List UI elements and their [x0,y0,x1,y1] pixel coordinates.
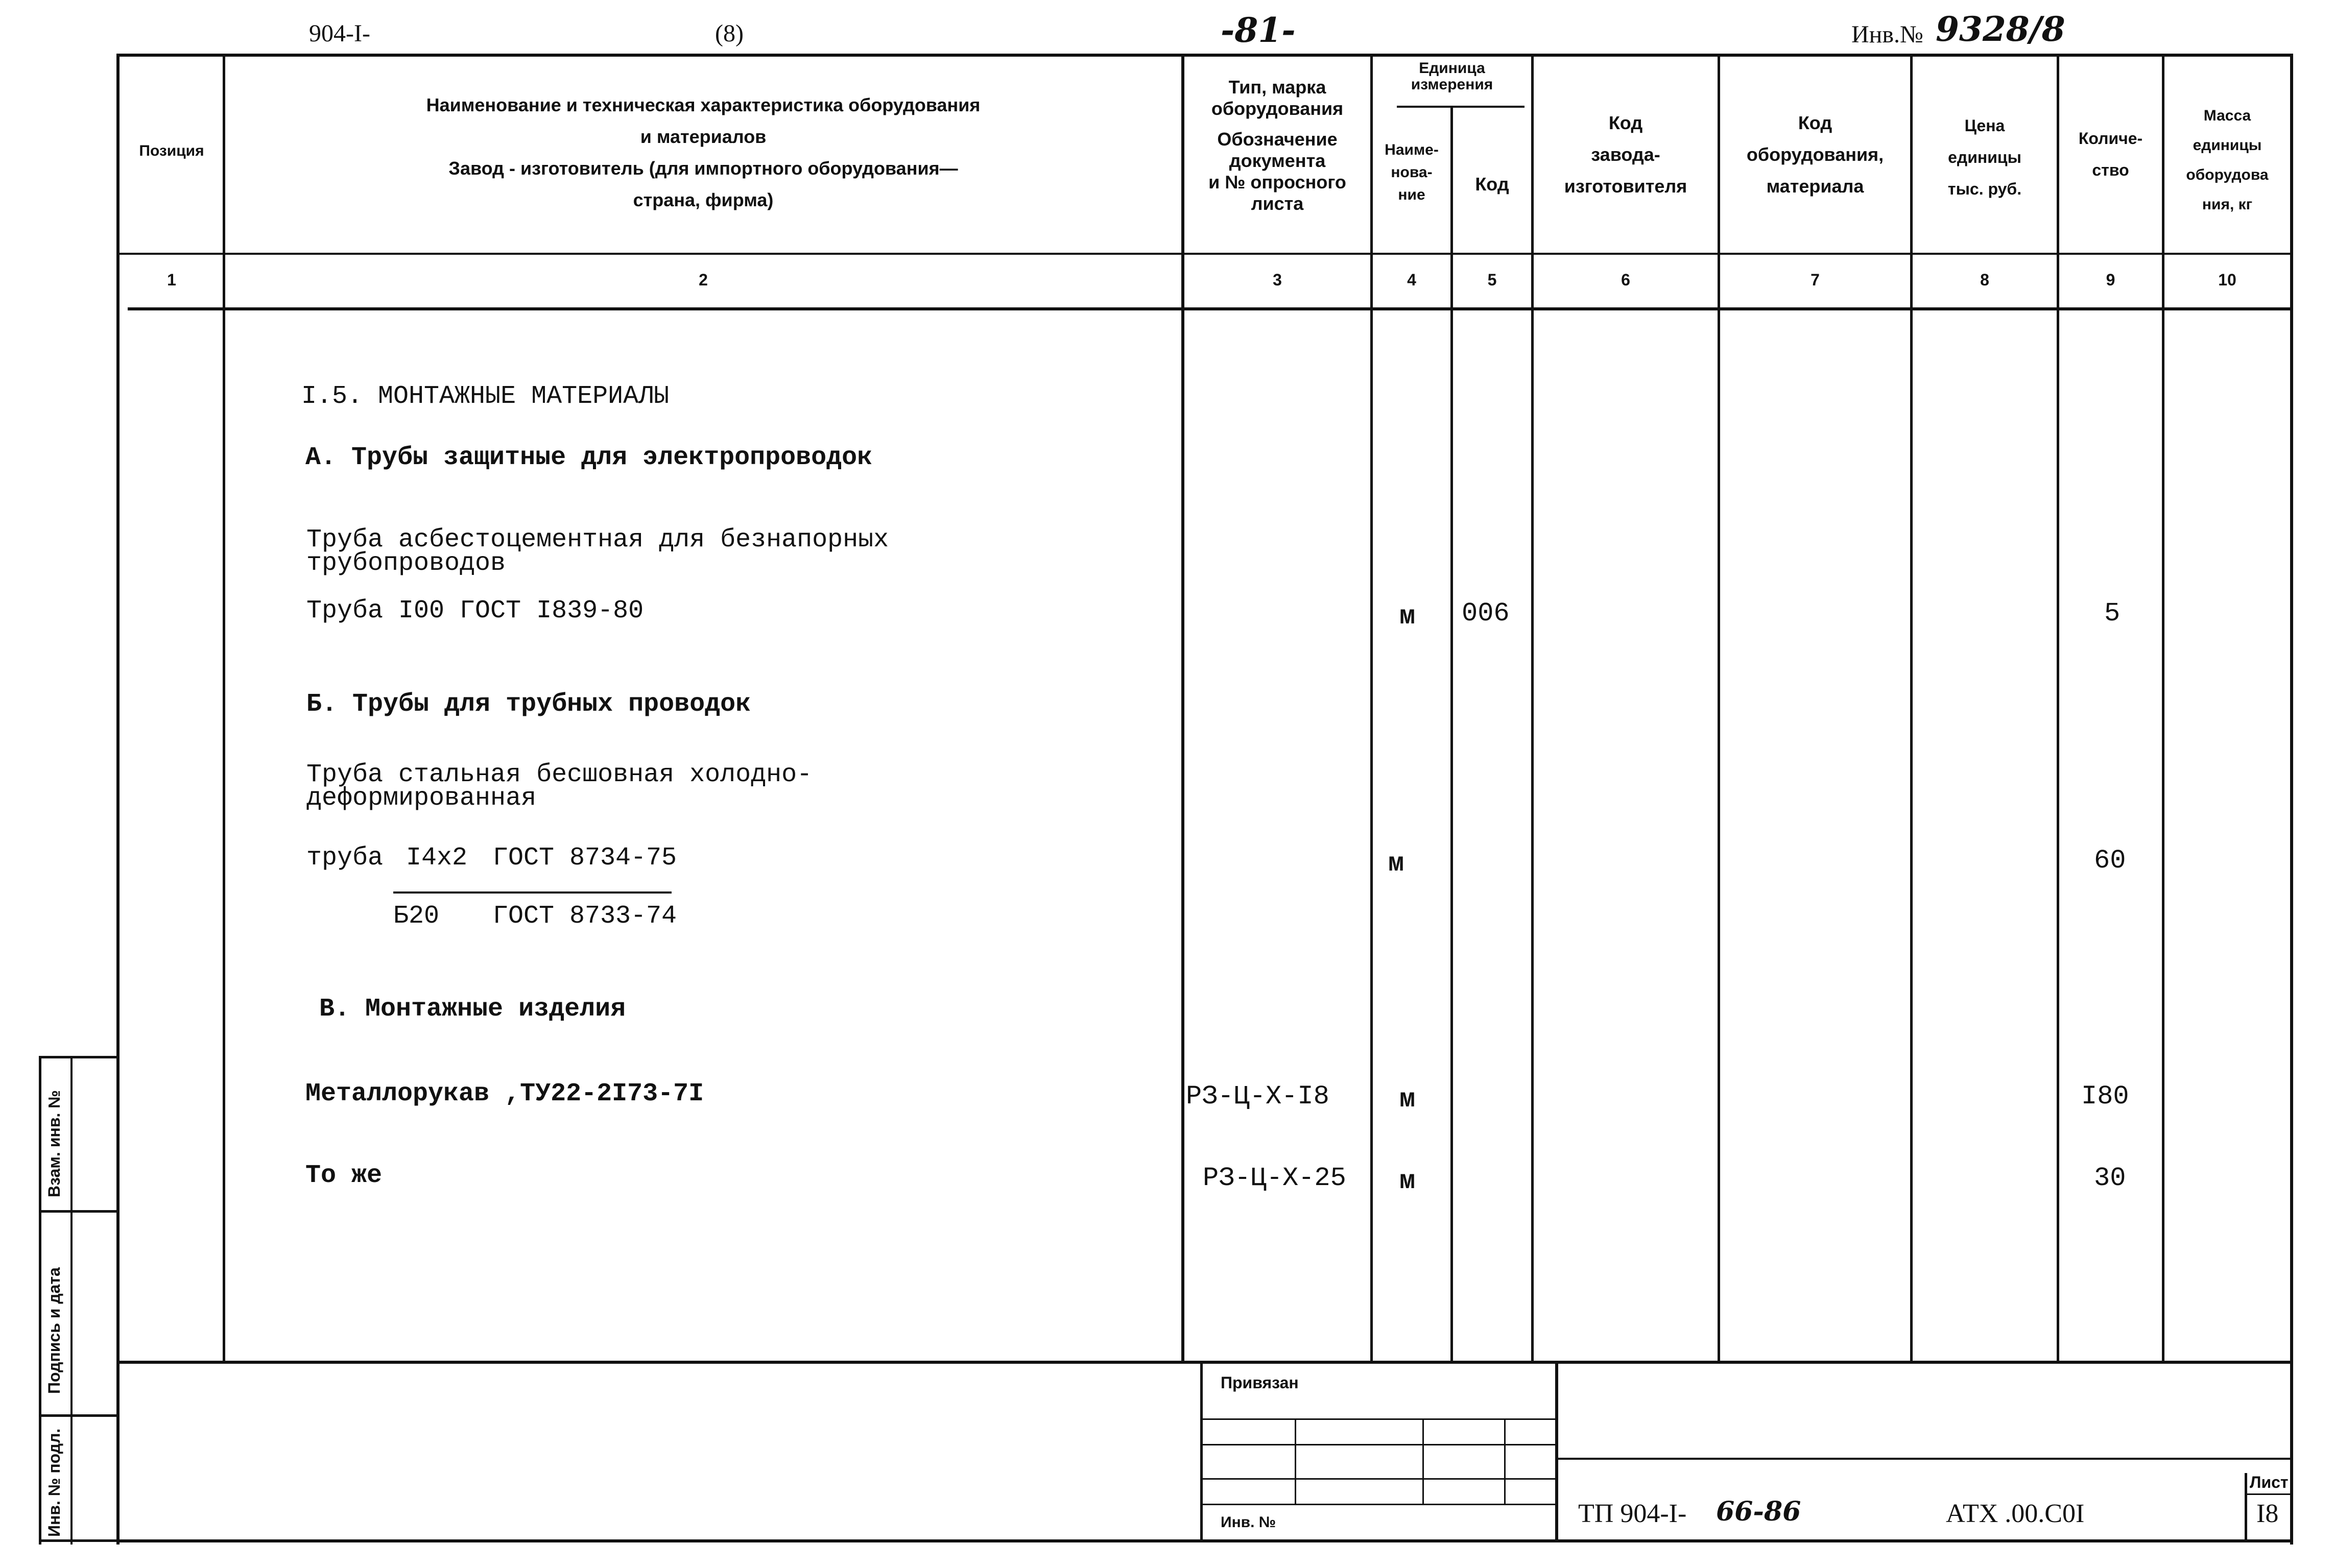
item-4-part-e: ГОСТ 8733-74 [493,902,677,931]
side-stamp-left-border [39,1057,41,1545]
col-header-name: Наименование и техническая характеристика оборудования и материалов Завод - изготовитель (для импортного оборудования— страна, фирма) [426,94,981,210]
item-3-name: Труба стальная бесшовная холодно- деформированная [306,760,813,813]
side-stamp-bottom [39,1539,117,1542]
col-number: 5 [1487,271,1497,289]
item-6-qty: 30 [2094,1163,2126,1193]
table-left-border [116,54,120,1545]
item-2-unit: м [1399,601,1416,632]
item-2-code: 006 [1462,598,1510,629]
group-a-title: А. Трубы защитные для электропроводок [305,443,873,472]
side-vzam: Взам. инв. № [45,1090,63,1197]
item-1-name: Труба асбестоцементная для безнапорных трубопроводов [306,525,889,578]
item-2-name: Труба I00 ГОСТ I839-80 [306,596,644,625]
stamp-code-separator [1558,1458,2293,1460]
col-number: 7 [1811,271,1820,289]
col-header-price: Цена единицы тыс. руб. [1947,116,2022,198]
stamp-inv-no: Инв. № [1221,1514,1276,1531]
header-separator [117,253,2293,255]
item-4-part-d: Б20 [393,902,440,931]
item-2-qty: 5 [2104,598,2121,629]
item-4-qty: 60 [2094,846,2126,876]
doc-part: (8) [715,20,744,47]
item-5-unit: м [1399,1084,1416,1115]
col-divider-6 [1718,54,1720,1361]
col-number: 2 [699,271,708,289]
fraction-line [393,891,672,894]
inv-label: Инв.№ [1851,21,1923,48]
col-divider-4 [1450,106,1453,1361]
item-4-part-b: I4x2 [406,843,468,873]
doc-code-suffix: АТХ .00.С0I [1946,1499,2085,1528]
stamp-grid-line [1203,1444,1555,1445]
table-bottom-border [117,1539,2293,1542]
col-divider-7 [1910,54,1913,1361]
col-header-unit-name: Наиме- нова- ние [1385,141,1439,203]
col-divider-5 [1531,54,1534,1361]
side-stamp-inner-border [70,1057,73,1545]
item-4-part-c: ГОСТ 8734-75 [493,843,677,873]
col-divider-8 [2057,54,2059,1361]
col-number: 9 [2106,271,2115,289]
sheet-label: Лист [2250,1473,2289,1491]
col-number: 10 [2218,271,2236,289]
stamp-grid-line [1203,1478,1555,1480]
col-number: 3 [1273,271,1282,289]
sheet-box-separator [2245,1493,2293,1495]
stamp-divider-left [1200,1361,1203,1542]
doc-code-hand: 66-86 [1716,1496,1801,1527]
item-4-part-a: труба [306,843,384,873]
col-number: 1 [167,271,176,289]
col-header-position: Позиция [139,142,204,159]
stamp-grid-line [1295,1418,1296,1505]
col-header-plant-code: Код завода- изготовителя [1564,112,1687,197]
item-6-unit: м [1399,1166,1416,1196]
inv-number: 9328/8 [1936,9,2065,49]
col-number: 8 [1980,271,1989,289]
stamp-privyazan: Привязан [1221,1373,1299,1392]
side-stamp-sep [39,1414,117,1417]
sheet-box-divider [2245,1473,2247,1542]
item-6-type: РЗ-Ц-Х-25 [1203,1163,1346,1193]
stamp-grid-line [1422,1418,1424,1505]
doc-code-prefix: ТП 904-I- [1578,1499,1687,1528]
section-title: I.5. МОНТАЖНЫЕ МАТЕРИАЛЫ [301,382,670,411]
doc-series: 904-I- [309,20,370,47]
group-b-title: Б. Трубы для трубных проводок [306,690,751,719]
item-5-type: РЗ-Ц-Х-I8 [1186,1081,1329,1112]
side-invpodl: Инв. № подл. [45,1428,63,1537]
group-c-title: В. Монтажные изделия [319,995,626,1024]
stamp-divider-right [1555,1361,1558,1542]
item-6-name: То же [305,1161,383,1190]
col-header-equipment-code: Код оборудования, материала [1746,112,1884,197]
numbers-separator [128,307,2293,310]
stamp-top-border [117,1361,2293,1364]
page-number: -81- [1221,10,1296,50]
side-podpis: Подпись и дата [45,1267,63,1394]
col-header-unit-code: Код [1475,174,1509,195]
col-divider-9 [2162,54,2164,1361]
side-stamp-sep [39,1210,117,1213]
item-4-unit: м [1388,849,1404,879]
side-stamp-top [39,1056,117,1058]
stamp-grid-line [1504,1418,1506,1505]
unit-group-separator [1397,106,1525,108]
stamp-grid-line [1203,1504,1555,1505]
table-top-border [117,54,2293,57]
table-right-border [2290,54,2293,1545]
col-header-mass: Масса единицы оборудова ния, кг [2186,107,2269,213]
col-number: 6 [1621,271,1630,289]
col-divider-2 [1181,54,1184,1361]
col-divider-3 [1370,54,1373,1361]
col-header-type: Тип, марка оборудования Обозначение документа и № опросного листа [1208,77,1346,214]
item-5-qty: I80 [2081,1081,2129,1112]
col-header-unit-group: Единица измерения [1411,60,1493,93]
col-divider-1 [223,54,225,1361]
sheet-number: I8 [2256,1499,2279,1528]
item-5-name: Металлорукав ,ТУ22-2I73-7I [305,1079,704,1108]
col-header-quantity: Количе- ство [2078,129,2143,179]
col-number: 4 [1407,271,1416,289]
stamp-grid-line [1203,1418,1555,1420]
